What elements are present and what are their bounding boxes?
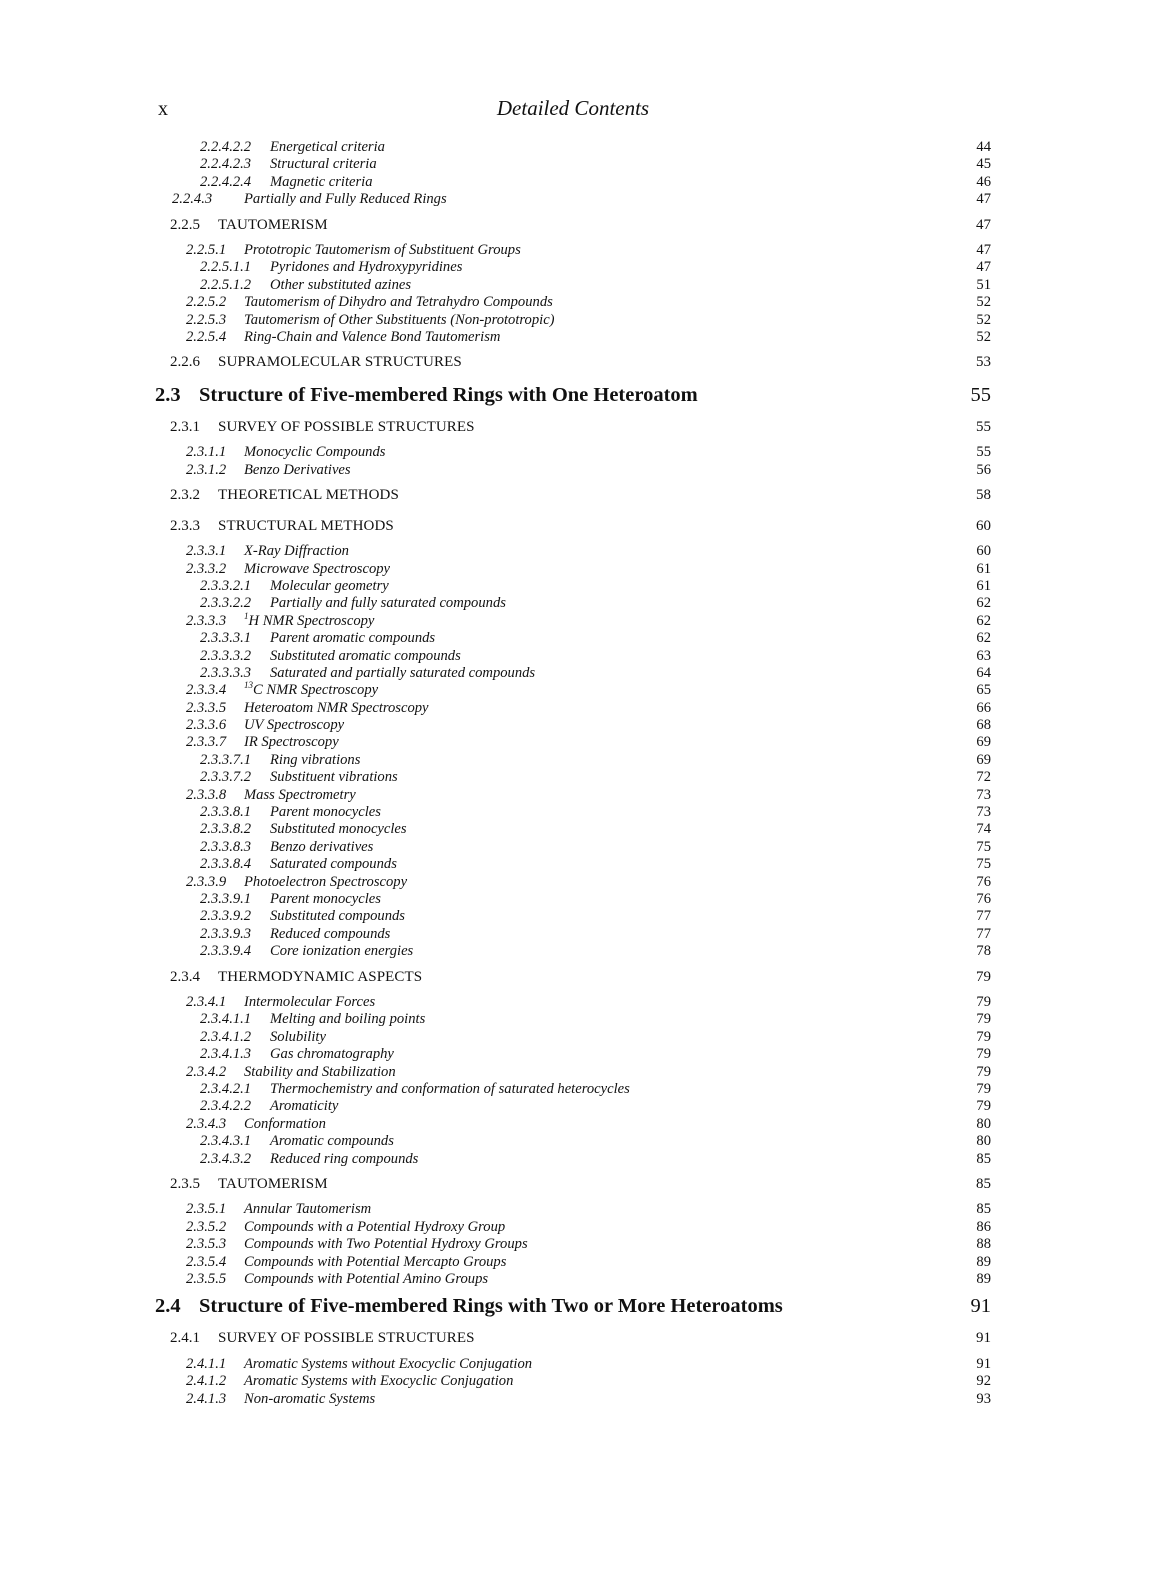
toc-entry[interactable]: [155, 1219, 991, 1236]
toc-entry-number: 2.3.3.9.3: [200, 925, 252, 942]
toc-entry-page: 77: [976, 908, 991, 925]
toc-entry[interactable]: [155, 1046, 991, 1063]
toc-entry-page: 79: [976, 968, 991, 985]
toc-entry[interactable]: [155, 174, 991, 191]
toc-entry[interactable]: [155, 874, 991, 891]
toc-entry-title: Non-aromatic Systems: [244, 1390, 376, 1407]
toc-entry-title: Reduced ring compounds: [270, 1150, 419, 1167]
toc-entry[interactable]: [155, 259, 991, 276]
toc-entry-page: 75: [976, 856, 991, 873]
toc-entry-page: 88: [976, 1236, 991, 1253]
toc-entry-number: 2.3.3.7: [186, 734, 227, 751]
toc-subsection[interactable]: [155, 1171, 991, 1199]
toc-entry-page: 80: [976, 1115, 991, 1132]
toc-entry-page: 78: [976, 943, 991, 960]
toc-entry[interactable]: [155, 1201, 991, 1218]
toc-entry-number: 2.2.5.1.2: [200, 276, 252, 293]
toc-entry-number: 2.2.5.1: [186, 242, 227, 259]
toc-entry-number: 2.3.3.8.1: [200, 804, 252, 821]
toc-entry-title: H NMR Spectroscopy: [248, 612, 375, 629]
toc-entry-page: 62: [976, 595, 991, 612]
toc-entry-page: 79: [976, 1081, 991, 1098]
toc-entry-page: 89: [976, 1253, 991, 1270]
toc-entry-page: 91: [970, 1295, 991, 1318]
toc-entry-number: 2.3.3.2: [186, 560, 227, 577]
toc-entry-page: 62: [976, 612, 991, 629]
toc-entry-title: THERMODYNAMIC ASPECTS: [218, 968, 423, 985]
toc-entry-title: Partially and fully saturated compounds: [270, 595, 506, 612]
toc-entry-number: 2.4.1.3: [186, 1390, 227, 1407]
toc-entry[interactable]: [155, 908, 991, 925]
toc-entry-page: 64: [976, 664, 991, 681]
toc-entry-title: Compounds with Potential Mercapto Groups: [244, 1253, 507, 1270]
toc-entry[interactable]: [155, 1271, 991, 1288]
toc-entry-page: 60: [976, 543, 991, 560]
toc-entry-number: 2.3.3.8: [186, 786, 227, 803]
toc-entry-page: 91: [976, 1355, 991, 1372]
toc-entry-title: Benzo derivatives: [270, 838, 374, 855]
toc-entry-number: 2.3.1: [170, 418, 200, 435]
toc-entry-page: 62: [976, 630, 991, 647]
toc-entry-title: Structure of Five-membered Rings with Two or More Heteroatoms: [199, 1295, 783, 1318]
toc-entry-number: 2.2.5: [170, 216, 200, 233]
toc-entry-page: 74: [976, 821, 991, 838]
toc-entry-title: IR Spectroscopy: [244, 734, 339, 751]
toc-entry-page: 61: [976, 577, 991, 594]
toc-entry-number: 2.4.1.2: [186, 1373, 227, 1390]
toc-entry-title: Melting and boiling points: [270, 1011, 426, 1028]
toc-entry-title: Conformation: [244, 1115, 326, 1132]
toc-entry-number: 2.3.4.1.2: [200, 1028, 252, 1045]
toc-entry-number: 2.2.5.3: [186, 311, 227, 328]
toc-entry-page: 79: [976, 994, 991, 1011]
toc-entry[interactable]: [155, 769, 991, 786]
toc-entry-number: 2.3.3.9.2: [200, 908, 252, 925]
toc-entry-number: 2.2.5.1.1: [200, 259, 252, 276]
toc-entry-page: 72: [976, 769, 991, 786]
toc-entry[interactable]: [155, 1391, 991, 1408]
toc-entry[interactable]: [155, 1356, 991, 1373]
toc-entry-title: Compounds with Two Potential Hydroxy Groups: [244, 1236, 528, 1253]
toc-entry-number: 2.3.3: [170, 517, 200, 534]
toc-entry-title: Solubility: [270, 1028, 326, 1045]
toc-entry[interactable]: [155, 1029, 991, 1046]
toc-entry-page: 45: [976, 156, 991, 173]
toc-entry-number: 2.3.3.7.2: [200, 769, 252, 786]
toc-entry-number: 2.3.3.2.2: [200, 595, 252, 612]
toc-entry-title: Magnetic criteria: [270, 173, 373, 190]
toc-entry-title: Aromatic Systems without Exocyclic Conjugation: [244, 1355, 533, 1372]
table-of-contents: [155, 139, 991, 1408]
toc-entry-number: 2.3.1.2: [186, 461, 227, 478]
toc-entry[interactable]: [155, 1236, 991, 1253]
toc-entry[interactable]: [155, 700, 991, 717]
toc-entry[interactable]: [155, 444, 991, 461]
toc-entry-title: TAUTOMERISM: [218, 216, 328, 233]
toc-entry-number: 2.3.4.3.1: [200, 1133, 252, 1150]
toc-entry-number: 2.3.5.1: [186, 1201, 227, 1218]
toc-subsection[interactable]: [155, 513, 991, 541]
toc-entry-page: 79: [976, 1063, 991, 1080]
toc-entry-page: 73: [976, 786, 991, 803]
toc-entry-page: 65: [976, 682, 991, 699]
toc-entry-page: 79: [976, 1028, 991, 1045]
toc-entry[interactable]: [155, 648, 991, 665]
toc-entry-page: 89: [976, 1271, 991, 1288]
toc-entry[interactable]: [155, 717, 991, 734]
toc-entry[interactable]: [155, 1081, 991, 1098]
toc-entry[interactable]: [155, 1133, 991, 1150]
toc-entry-title: Tautomerism of Other Substituents (Non-prototropic): [244, 311, 555, 328]
toc-entry-title: Substituted monocycles: [270, 821, 407, 838]
toc-entry[interactable]: [155, 665, 991, 682]
page-folio: x: [158, 98, 168, 120]
toc-entry-number: 2.2.4.2.2: [200, 139, 252, 155]
toc-entry-title: Structure of Five-membered Rings with One Heteroatom: [199, 383, 698, 406]
toc-entry-title: STRUCTURAL METHODS: [218, 517, 394, 534]
toc-entry-number: 2.4.1.1: [186, 1355, 227, 1372]
toc-entry-number: 2.4: [155, 1295, 181, 1318]
toc-entry[interactable]: [155, 139, 991, 156]
toc-entry-title: Ring vibrations: [270, 751, 361, 768]
toc-entry-number: 2.3: [155, 383, 181, 406]
toc-entry-page: 44: [976, 139, 991, 155]
toc-entry-number: 2.3.3.2.1: [200, 577, 252, 594]
toc-entry-page: 92: [976, 1373, 991, 1390]
toc-entry-title: Parent monocycles: [270, 804, 381, 821]
toc-entry-page: 68: [976, 717, 991, 734]
toc-entry-title: Parent aromatic compounds: [270, 630, 436, 647]
toc-entry-title: Microwave Spectroscopy: [244, 560, 391, 577]
toc-entry-number: 2.3.3.4: [186, 682, 227, 699]
toc-entry-page: 52: [976, 329, 991, 346]
toc-entry-page: 91: [976, 1330, 991, 1347]
toc-entry-number: 2.2.4.2.4: [200, 173, 252, 190]
toc-entry-title: Compounds with a Potential Hydroxy Group: [244, 1218, 506, 1235]
toc-entry-title: Ring-Chain and Valence Bond Tautomerism: [244, 329, 501, 346]
toc-entry-title: THEORETICAL METHODS: [218, 487, 399, 504]
toc-entry-title: X-Ray Diffraction: [244, 543, 349, 560]
toc-entry-title: Tautomerism of Dihydro and Tetrahydro Compounds: [244, 294, 553, 311]
toc-entry[interactable]: [155, 1011, 991, 1028]
toc-entry[interactable]: [155, 610, 991, 630]
toc-entry-title: Pyridones and Hydroxypyridines: [270, 259, 463, 276]
toc-entry-page: 47: [976, 259, 991, 276]
toc-entry-title: Heteroatom NMR Spectroscopy: [244, 699, 429, 716]
toc-entry-title: Benzo Derivatives: [244, 461, 351, 478]
toc-entry[interactable]: [155, 752, 991, 769]
toc-entry-number: 2.2.5.4: [186, 329, 227, 346]
toc-entry[interactable]: [155, 787, 991, 804]
toc-entry-title: Mass Spectrometry: [244, 786, 356, 803]
toc-entry-title: Substituent vibrations: [270, 769, 398, 786]
toc-entry-number: 2.3.4.3: [186, 1115, 227, 1132]
toc-entry-number: 2.3.3.1: [186, 543, 227, 560]
toc-entry-title: Substituted aromatic compounds: [270, 647, 461, 664]
toc-entry[interactable]: [155, 891, 991, 908]
toc-entry-number: 2.2.4.2.3: [200, 156, 252, 173]
toc-entry-title: SUPRAMOLECULAR STRUCTURES: [218, 354, 462, 371]
toc-entry-number: 2.3.4.2: [186, 1063, 227, 1080]
toc-entry-page: 85: [976, 1150, 991, 1167]
toc-entry-page: 47: [976, 191, 991, 208]
toc-entry[interactable]: [155, 329, 991, 346]
toc-entry[interactable]: [155, 277, 991, 294]
toc-entry-title: TAUTOMERISM: [218, 1175, 328, 1192]
toc-entry-title: Aromatic Systems with Exocyclic Conjugation: [244, 1373, 514, 1390]
toc-entry-number: 2.3.4.1.3: [200, 1046, 252, 1063]
toc-entry-number: 2.3.4.1: [186, 994, 227, 1011]
toc-entry-page: 80: [976, 1133, 991, 1150]
toc-entry[interactable]: [155, 926, 991, 943]
toc-entry-page: 47: [976, 242, 991, 259]
toc-entry-number: 2.3.4.3.2: [200, 1150, 252, 1167]
toc-entry[interactable]: [155, 1064, 991, 1081]
toc-entry-title: SURVEY OF POSSIBLE STRUCTURES: [218, 418, 475, 435]
toc-entry-number: 2.3.3.9.1: [200, 891, 252, 907]
toc-entry-number: 2.3.3.8.2: [200, 821, 252, 838]
toc-entry-superscript: 1: [244, 610, 249, 621]
toc-entry[interactable]: [155, 856, 991, 873]
toc-entry-title: SURVEY OF POSSIBLE STRUCTURES: [218, 1330, 475, 1347]
toc-entry-number: 2.3.1.1: [186, 444, 227, 461]
toc-entry-page: 55: [976, 444, 991, 461]
toc-subsection[interactable]: [155, 964, 991, 992]
toc-entry-number: 2.3.2: [170, 487, 200, 504]
toc-entry-title: Stability and Stabilization: [244, 1063, 396, 1080]
toc-entry-number: 2.3.4.2.2: [200, 1098, 252, 1115]
toc-entry[interactable]: [155, 994, 991, 1011]
toc-entry-title: Substituted compounds: [270, 908, 405, 925]
toc-entry-number: 2.3.5.4: [186, 1253, 227, 1270]
toc-entry-page: 61: [976, 560, 991, 577]
toc-subsection[interactable]: [155, 212, 991, 240]
toc-entry-title: Molecular geometry: [270, 577, 389, 594]
toc-entry-page: 85: [976, 1201, 991, 1218]
toc-entry-title: Saturated and partially saturated compounds: [270, 664, 536, 681]
toc-entry-page: 79: [976, 1011, 991, 1028]
toc-entry-title: Structural criteria: [270, 156, 377, 173]
toc-entry-page: 79: [976, 1098, 991, 1115]
toc-entry-page: 76: [976, 873, 991, 890]
toc-entry[interactable]: [155, 821, 991, 838]
toc-entry-page: 53: [976, 354, 991, 371]
toc-entry-page: 75: [976, 838, 991, 855]
toc-entry-title: Partially and Fully Reduced Rings: [244, 191, 447, 208]
toc-entry-page: 86: [976, 1218, 991, 1235]
toc-entry[interactable]: [155, 682, 991, 699]
toc-entry-title: Other substituted azines: [270, 276, 412, 293]
toc-entry-title: Monocyclic Compounds: [244, 444, 386, 461]
toc-entry[interactable]: [155, 561, 991, 578]
toc-entry-page: 58: [976, 487, 991, 504]
toc-entry-title: C NMR Spectroscopy: [253, 682, 379, 699]
toc-entry-page: 60: [976, 517, 991, 534]
toc-entry-title: Energetical criteria: [270, 139, 385, 155]
toc-entry-title: Core ionization energies: [270, 943, 414, 960]
toc-entry[interactable]: [155, 1116, 991, 1133]
toc-entry-number: 2.3.3.8.4: [200, 856, 252, 873]
toc-entry-page: 55: [970, 383, 991, 406]
toc-entry-number: 2.3.3.7.1: [200, 751, 252, 768]
toc-entry-number: 2.2.4.3: [172, 191, 213, 208]
toc-entry-page: 77: [976, 925, 991, 942]
toc-entry-number: 2.2.5.2: [186, 294, 227, 311]
toc-entry-page: 85: [976, 1175, 991, 1192]
toc-entry-page: 55: [976, 418, 991, 435]
toc-entry-number: 2.3.4.2.1: [200, 1081, 252, 1098]
toc-entry[interactable]: [155, 156, 991, 173]
toc-entry-page: 47: [976, 216, 991, 233]
toc-entry-number: 2.2.6: [170, 354, 200, 371]
toc-entry-number: 2.3.5.3: [186, 1236, 227, 1253]
toc-entry-title: Aromatic compounds: [270, 1133, 394, 1150]
toc-entry-number: 2.3.3.9: [186, 873, 227, 890]
toc-entry-number: 2.3.3.3.2: [200, 647, 252, 664]
toc-entry[interactable]: [155, 1254, 991, 1271]
toc-subsection[interactable]: [155, 414, 991, 442]
toc-subsection[interactable]: [155, 349, 991, 377]
toc-entry-page: 73: [976, 804, 991, 821]
toc-entry[interactable]: [155, 1373, 991, 1390]
toc-entry-number: 2.3.3.8.3: [200, 838, 252, 855]
toc-entry[interactable]: [155, 1151, 991, 1168]
toc-entry-title: Aromaticity: [270, 1098, 339, 1115]
toc-entry-page: 52: [976, 311, 991, 328]
toc-entry-number: 2.4.1: [170, 1330, 200, 1347]
toc-entry-title: Photoelectron Spectroscopy: [244, 873, 408, 890]
toc-entry[interactable]: [155, 191, 991, 208]
toc-entry-page: 93: [976, 1390, 991, 1407]
toc-entry[interactable]: [155, 804, 991, 821]
toc-entry-title: Reduced compounds: [270, 925, 391, 942]
toc-entry-number: 2.3.5: [170, 1175, 200, 1192]
toc-entry-page: 63: [976, 647, 991, 664]
toc-entry-page: 69: [976, 734, 991, 751]
toc-entry[interactable]: [155, 294, 991, 311]
toc-entry-title: Compounds with Potential Amino Groups: [244, 1271, 489, 1288]
toc-entry-page: 79: [976, 1046, 991, 1063]
toc-entry-number: 2.3.3.6: [186, 717, 227, 734]
toc-entry-page: 51: [976, 276, 991, 293]
running-header: [158, 96, 988, 124]
toc-entry-number: 2.3.4: [170, 968, 200, 985]
toc-entry-number: 2.3.3.5: [186, 699, 227, 716]
toc-entry-title: Thermochemistry and conformation of saturated heterocycles: [270, 1081, 630, 1098]
toc-entry-number: 2.3.5.2: [186, 1218, 227, 1235]
toc-entry-number: 2.3.4.1.1: [200, 1011, 252, 1028]
toc-entry-title: Annular Tautomerism: [244, 1201, 372, 1218]
toc-subsection[interactable]: [155, 482, 991, 510]
toc-entry-title: Saturated compounds: [270, 856, 397, 873]
toc-entry-number: 2.3.3.3.1: [200, 630, 252, 647]
toc-entry-title: UV Spectroscopy: [244, 717, 345, 734]
toc-entry-page: 46: [976, 173, 991, 190]
toc-entry-title: Prototropic Tautomerism of Substituent Groups: [244, 242, 521, 259]
toc-entry-page: 76: [976, 891, 991, 907]
toc-entry[interactable]: [155, 1098, 991, 1115]
toc-entry[interactable]: [155, 839, 991, 856]
toc-entry-number: 2.3.3.3: [186, 612, 227, 629]
toc-entry-page: 66: [976, 699, 991, 716]
toc-section-heading[interactable]: [155, 1291, 991, 1322]
toc-entry-number: 2.3.3.3.3: [200, 664, 252, 681]
toc-entry-superscript: 13: [244, 680, 253, 691]
toc-entry-page: 52: [976, 294, 991, 311]
toc-entry[interactable]: [155, 595, 991, 612]
toc-entry[interactable]: [155, 312, 991, 329]
toc-entry-number: 2.3.3.9.4: [200, 943, 252, 960]
toc-entry[interactable]: [155, 543, 991, 560]
toc-subsection[interactable]: [155, 1325, 991, 1353]
toc-entry-title: Parent monocycles: [270, 891, 381, 907]
toc-entry[interactable]: [155, 578, 991, 595]
toc-entry[interactable]: [155, 462, 991, 479]
toc-entry[interactable]: [155, 242, 991, 259]
running-title: Detailed Contents: [496, 96, 650, 120]
toc-entry-number: 2.3.5.5: [186, 1271, 227, 1288]
toc-section-heading[interactable]: [155, 380, 991, 411]
toc-entry-title: Gas chromatography: [270, 1046, 394, 1063]
toc-entry-title: Intermolecular Forces: [244, 994, 376, 1011]
toc-entry-page: 69: [976, 751, 991, 768]
toc-entry[interactable]: [155, 734, 991, 751]
toc-entry[interactable]: [155, 630, 991, 647]
toc-entry-page: 56: [976, 461, 991, 478]
toc-entry[interactable]: [155, 943, 991, 960]
